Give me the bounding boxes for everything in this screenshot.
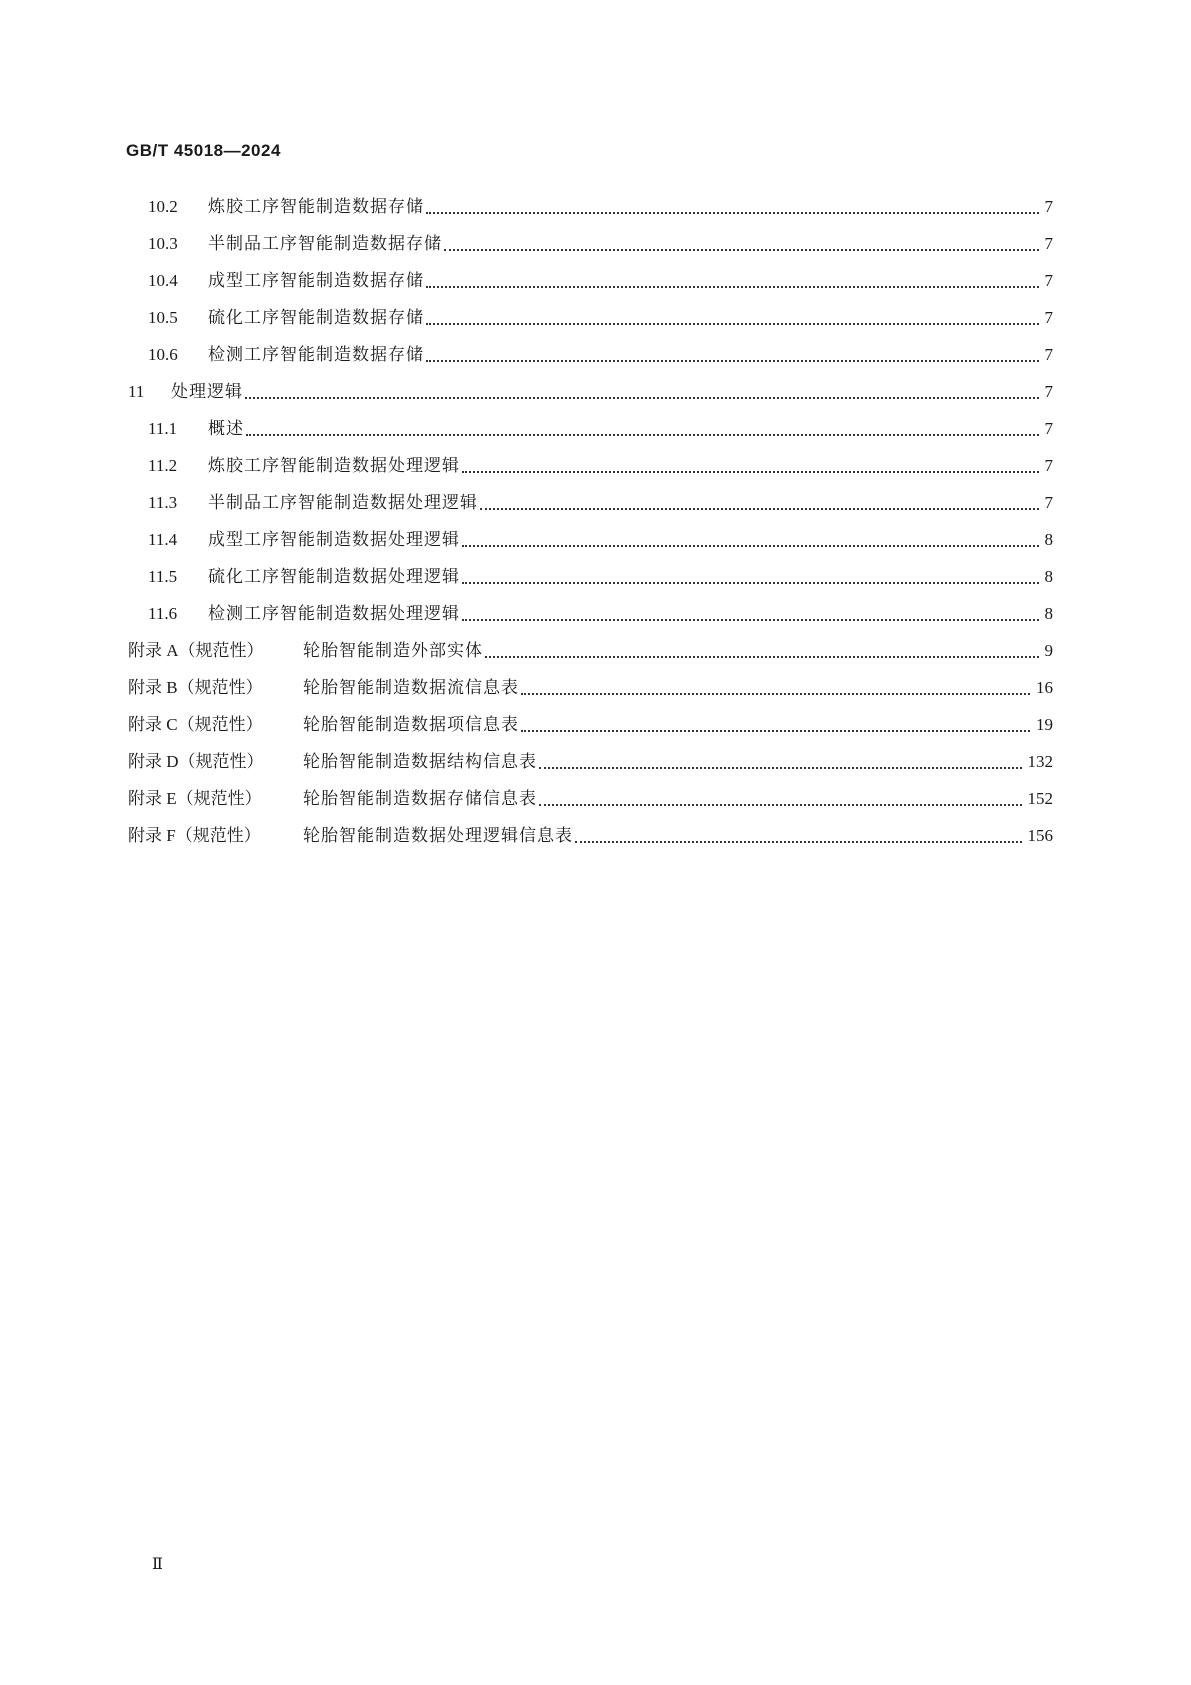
- toc-entry-leader: [444, 249, 1039, 251]
- toc-entry[interactable]: [148, 269, 1053, 293]
- toc-entry-title: 轮胎智能制造数据结构信息表: [303, 752, 537, 772]
- toc-appendix-label: 附录 C（规范性）: [128, 715, 263, 734]
- toc-entry-page: 7: [1044, 493, 1053, 512]
- toc-entry-page: 8: [1044, 530, 1053, 549]
- toc-entry-title: 成型工序智能制造数据处理逻辑: [208, 530, 460, 550]
- toc-entry-leader: [539, 804, 1022, 806]
- toc-entry[interactable]: [148, 306, 1053, 330]
- toc-entry-number: 10.4: [148, 271, 178, 290]
- toc-entry-page: 7: [1044, 271, 1053, 290]
- toc-entry-page: 7: [1044, 308, 1053, 327]
- toc-entry[interactable]: [148, 232, 1053, 256]
- toc-entry-page: 7: [1044, 234, 1053, 253]
- toc-entry-title: 轮胎智能制造数据项信息表: [303, 715, 519, 735]
- standard-code-header: GB/T 45018—2024: [126, 141, 281, 160]
- toc-entry-page: 8: [1044, 604, 1053, 623]
- toc-entry-page: 156: [1027, 826, 1053, 845]
- toc-entry-title: 炼胶工序智能制造数据处理逻辑: [208, 456, 460, 476]
- toc-entry-page: 152: [1027, 789, 1053, 808]
- toc-appendix-label: 附录 E（规范性）: [128, 789, 262, 808]
- toc-entry[interactable]: [148, 602, 1053, 626]
- toc-entry-leader: [485, 656, 1039, 658]
- toc-appendix-entry[interactable]: [128, 639, 1053, 663]
- toc-entry-page: 7: [1044, 456, 1053, 475]
- toc-entry-leader: [575, 841, 1022, 843]
- toc-entry-leader: [462, 471, 1039, 473]
- toc-entry-number: 11: [128, 382, 145, 401]
- toc-entry-leader: [246, 434, 1039, 436]
- toc-entry-page: 7: [1044, 382, 1053, 401]
- toc-entry-leader: [462, 619, 1039, 621]
- toc-entry-page: 132: [1027, 752, 1053, 771]
- toc-entry-leader: [462, 582, 1039, 584]
- toc-entry-title: 检测工序智能制造数据存储: [208, 345, 424, 365]
- toc-entry-page: 19: [1036, 715, 1053, 734]
- toc-entry-title: 轮胎智能制造数据流信息表: [303, 678, 519, 698]
- toc-appendix-entry[interactable]: [128, 713, 1053, 737]
- toc-entry-page: 9: [1044, 641, 1053, 660]
- toc-appendix-label: 附录 F（规范性）: [128, 826, 261, 845]
- toc-entry-page: 8: [1044, 567, 1053, 586]
- toc-entry-title: 轮胎智能制造数据处理逻辑信息表: [303, 826, 573, 846]
- toc-entry-page: 7: [1044, 419, 1053, 438]
- toc-entry-title: 轮胎智能制造数据存储信息表: [303, 789, 537, 809]
- toc-entry[interactable]: [148, 565, 1053, 589]
- toc-entry-number: 11.2: [148, 456, 178, 475]
- toc-entry-number: 10.3: [148, 234, 178, 253]
- toc-entry[interactable]: [148, 343, 1053, 367]
- toc-entry-number: 11.4: [148, 530, 178, 549]
- toc-entry-title: 硫化工序智能制造数据处理逻辑: [208, 567, 460, 587]
- toc-entry-leader: [426, 360, 1039, 362]
- toc-entry-page: 16: [1036, 678, 1053, 697]
- toc-entry-leader: [539, 767, 1022, 769]
- toc-appendix-label: 附录 D（规范性）: [128, 752, 264, 771]
- toc-entry-title: 硫化工序智能制造数据存储: [208, 308, 424, 328]
- toc-entry-page: 7: [1044, 345, 1053, 364]
- toc-entry-title: 处理逻辑: [171, 382, 243, 402]
- toc-entry-number: 11.6: [148, 604, 178, 623]
- toc-entry-leader: [521, 693, 1030, 695]
- toc-entry-number: 11.5: [148, 567, 178, 586]
- toc-entry[interactable]: [148, 195, 1053, 219]
- toc-entry-title: 炼胶工序智能制造数据存储: [208, 197, 424, 217]
- toc-entry[interactable]: [148, 417, 1053, 441]
- toc-entry-title: 成型工序智能制造数据存储: [208, 271, 424, 291]
- toc-appendix-entry[interactable]: [128, 676, 1053, 700]
- toc-entry-number: 10.6: [148, 345, 178, 364]
- toc-appendix-entry[interactable]: [128, 787, 1053, 811]
- toc-entry-leader: [245, 397, 1039, 399]
- toc-entry[interactable]: [148, 491, 1053, 515]
- toc-entry-leader: [426, 212, 1039, 214]
- toc-appendix-label: 附录 A（规范性）: [128, 641, 264, 660]
- toc-entry[interactable]: [128, 380, 1053, 404]
- toc-entry-title: 半制品工序智能制造数据处理逻辑: [208, 493, 478, 513]
- toc-entry[interactable]: [148, 528, 1053, 552]
- page-number: Ⅱ: [152, 1556, 163, 1573]
- toc-entry-leader: [426, 286, 1039, 288]
- toc-entry-title: 概述: [208, 419, 244, 439]
- toc-entry-leader: [480, 508, 1039, 510]
- toc-appendix-entry[interactable]: [128, 824, 1053, 848]
- toc-entry-leader: [521, 730, 1030, 732]
- toc-entry-number: 11.3: [148, 493, 178, 512]
- toc-appendix-entry[interactable]: [128, 750, 1053, 774]
- toc-entry-number: 11.1: [148, 419, 178, 438]
- toc-entry-number: 10.5: [148, 308, 178, 327]
- toc-appendix-label: 附录 B（规范性）: [128, 678, 263, 697]
- toc-entry-title: 检测工序智能制造数据处理逻辑: [208, 604, 460, 624]
- toc-entry-title: 半制品工序智能制造数据存储: [208, 234, 442, 254]
- toc-entry[interactable]: [148, 454, 1053, 478]
- toc-entry-leader: [426, 323, 1039, 325]
- toc-entry-page: 7: [1044, 197, 1053, 216]
- toc-entry-leader: [462, 545, 1039, 547]
- toc-entry-number: 10.2: [148, 197, 178, 216]
- toc-entry-title: 轮胎智能制造外部实体: [303, 641, 483, 661]
